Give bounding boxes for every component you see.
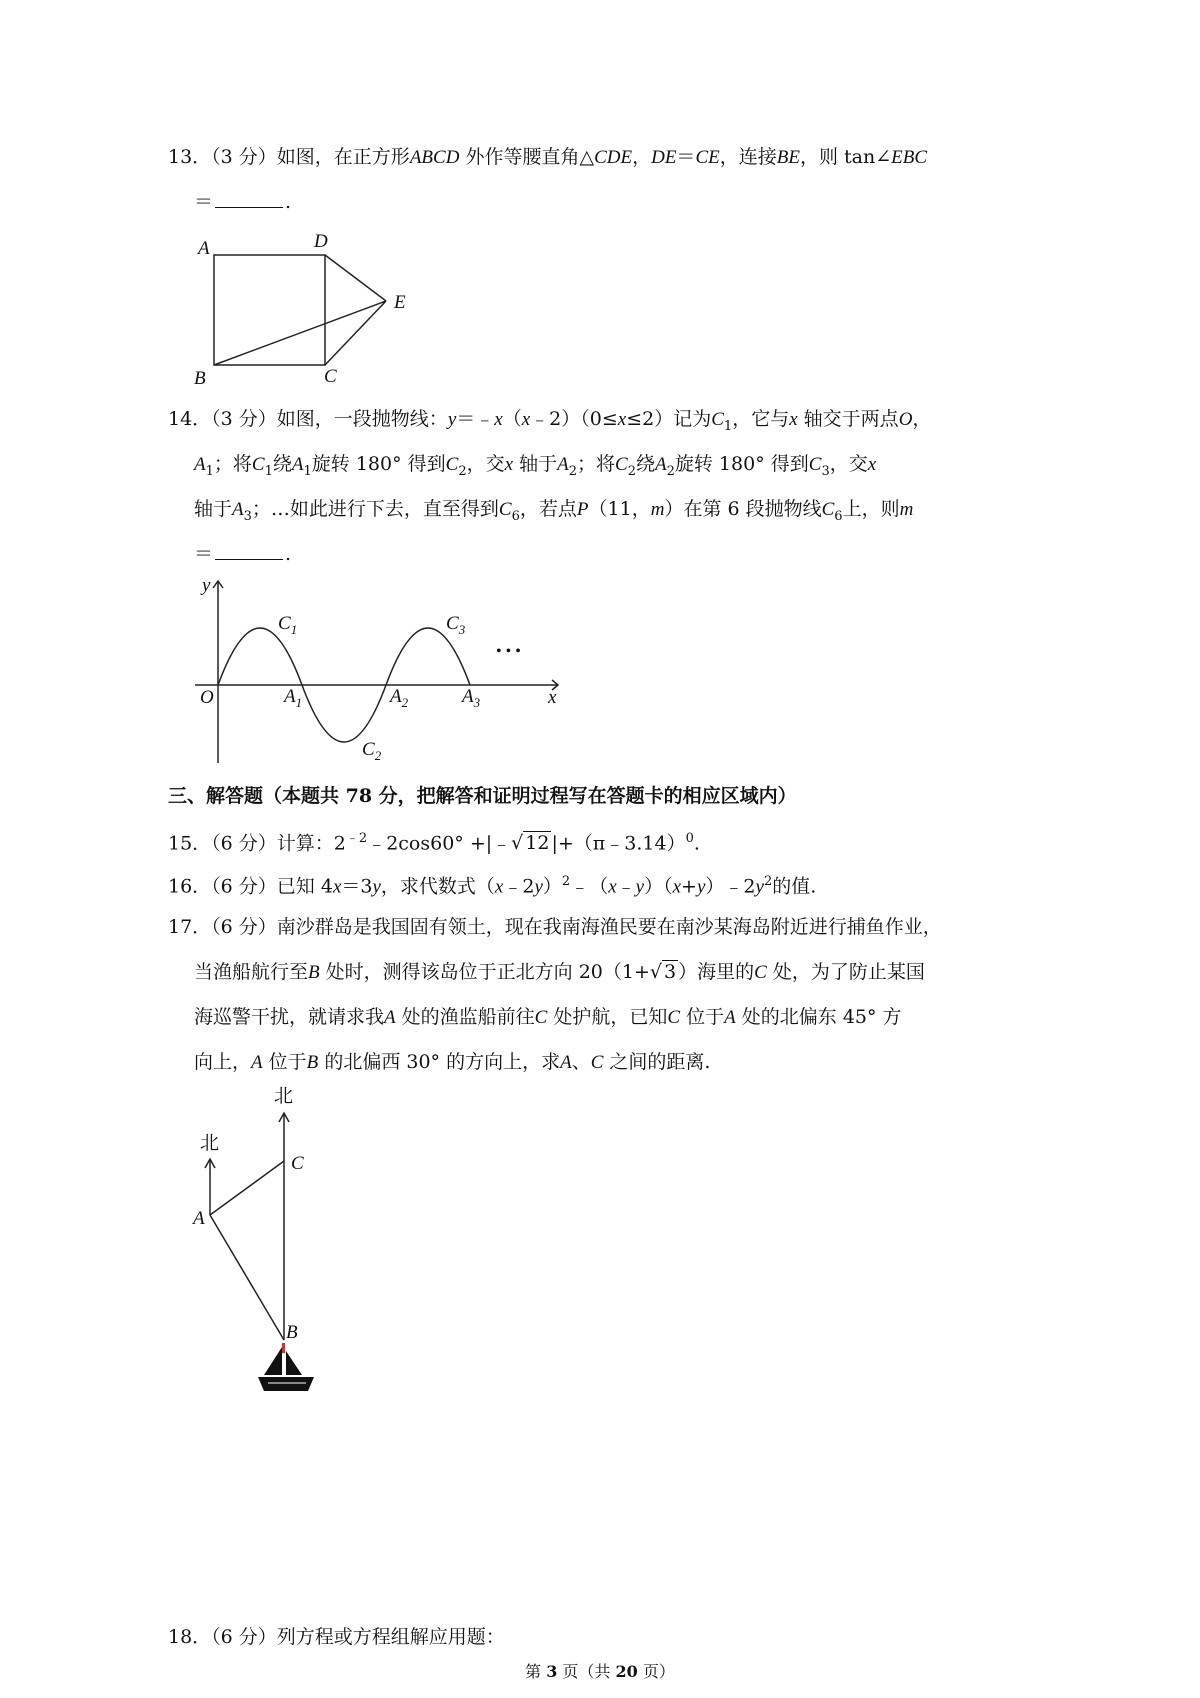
q17-text: 当渔船航行至 [194, 961, 309, 983]
q16-text: ） [542, 875, 562, 898]
q14-text: 绕 [272, 453, 292, 475]
q16-var: y [755, 876, 764, 898]
q16-text: ）（ [644, 875, 673, 898]
q14-text: 轴于 [513, 453, 558, 475]
q18-line: 18．（6 分）列方程或方程组解应用题： [168, 1626, 505, 1648]
q14-sub: 2 [458, 463, 467, 479]
q14-text: 上，则 [842, 498, 900, 520]
q14-text: ，它与 [732, 408, 790, 430]
q13-var: DE [651, 147, 677, 168]
q17-text: 处时，测得该岛位于正北方向 20（1+ [319, 961, 650, 983]
section-3-heading: 三、解答题（本题共 78 分，把解答和证明过程写在答题卡的相应区域内） [168, 785, 797, 807]
q14-sub: 2 [568, 463, 577, 479]
q14-var: m [650, 499, 665, 520]
label-d: D [314, 231, 328, 252]
curve-c1 [218, 628, 302, 685]
q15-text: ﹣2cos60° +|﹣ [367, 832, 512, 855]
q16-text: ﹣（ [570, 875, 609, 898]
q17-line-1: 17．（6 分）南沙群岛是我国固有领土，现在我南海渔民要在南沙某海岛附近进行捕鱼作业， [168, 916, 942, 938]
q13-text: ， [632, 146, 652, 168]
q16-text: ＝3 [341, 875, 373, 898]
segment-be [214, 301, 386, 365]
q14-var: y [447, 409, 457, 430]
q14-var: x [521, 409, 531, 430]
q15-exponent: ﹣2 [345, 831, 368, 846]
q14-text: ，交 [466, 453, 505, 475]
label-a1: $A_1$ [284, 686, 303, 710]
q14-sub: 2 [666, 463, 675, 479]
q13-line-1 [168, 148, 927, 167]
q14-sub: 1 [264, 463, 273, 479]
q14-var: C [821, 499, 835, 520]
q13-var: CE [695, 147, 720, 168]
q14-text: ；将 [213, 453, 252, 475]
q14-text: 轴于 [194, 498, 233, 520]
q13-end: . [285, 191, 292, 213]
label-c1: $C_1$ [278, 613, 298, 637]
label-e: E [394, 292, 406, 313]
q17-var: B [306, 1052, 319, 1073]
label-x: x [548, 687, 557, 708]
q16-var: y [534, 876, 543, 898]
q16-text: ﹣ [616, 875, 636, 898]
q17-var: A [560, 1052, 572, 1073]
q17-var: B [308, 962, 320, 983]
q14-text: ）在第 6 段抛物线 [664, 498, 822, 520]
square-abcd [214, 255, 325, 365]
q13-var: EBC [891, 147, 928, 168]
q14-end: . [285, 543, 292, 565]
label-c2: $C_2$ [362, 739, 382, 763]
page-total: 20 [615, 1662, 638, 1681]
answer-blank [215, 557, 283, 560]
q16-text: ）﹣2 [705, 875, 756, 898]
q14-text: （11， [588, 498, 651, 520]
boat-icon [258, 1343, 314, 1391]
label-a2: $A_2$ [390, 686, 409, 710]
answer-blank [215, 205, 283, 208]
q15-text: |+（π﹣3.14） [551, 832, 686, 855]
curve-c2 [302, 685, 386, 742]
q14-var: x [789, 409, 798, 430]
label-b: B [194, 368, 206, 389]
q14-text: （ [502, 408, 522, 430]
q14-var: A [291, 454, 304, 475]
label-c: C [291, 1153, 304, 1174]
q17-line-4 [194, 1053, 710, 1072]
q13-number: 13．（3 分）如图，在正方形 [168, 146, 410, 168]
q14-text: ，若点 [519, 498, 577, 520]
q17-text: 处的渔监船前往 [395, 1006, 535, 1028]
q16-exponent: 2 [561, 874, 571, 889]
q16-var: x [672, 876, 682, 898]
q14-text: ；将 [577, 453, 616, 475]
q14-text: ＝﹣ [456, 408, 495, 430]
q14-text: ， [912, 408, 932, 430]
q16-text: ﹣2 [503, 875, 535, 898]
q16-var: x [608, 876, 617, 898]
label-b: B [286, 1322, 298, 1343]
q14-var: A [194, 454, 206, 475]
q17-text: ）海里的 [678, 961, 755, 983]
q14-var: C [808, 454, 822, 475]
q17-text: 位于 [680, 1006, 725, 1028]
q13-line-2 [194, 193, 291, 212]
q17-var: A [724, 1007, 736, 1028]
q14-var: m [899, 499, 914, 520]
q15-line [168, 832, 700, 853]
north-label-1: 北 [274, 1085, 294, 1107]
q17-line-2 [194, 963, 925, 982]
q16-var: y [696, 876, 706, 898]
q14-sub: 2 [627, 463, 636, 479]
label-y: y [202, 575, 211, 596]
q14-text: ≤2）记为 [626, 408, 712, 430]
q13-text: ，则 tan∠ [799, 146, 892, 168]
q14-var: P [576, 499, 589, 520]
q17-var: C [590, 1052, 604, 1073]
label-a3: $A_3$ [462, 686, 481, 710]
q17-text: 、 [571, 1051, 591, 1073]
segment-ab [210, 1215, 284, 1340]
q13-var: BE [776, 147, 800, 168]
label-c3: $C_3$ [446, 613, 466, 637]
q14-equals: ＝ [194, 543, 214, 565]
q15-end: . [693, 832, 700, 855]
q14-text: ，交 [829, 453, 868, 475]
page-number: 3 [546, 1662, 558, 1681]
label-o: O [200, 687, 214, 708]
q14-var: A [232, 499, 244, 520]
q16-text: 16．（6 分）已知 4 [168, 875, 333, 898]
q16-text: ，求代数式（ [380, 875, 495, 898]
q16-var: x [494, 876, 504, 898]
q14-sub: 6 [511, 508, 520, 524]
q14-var: A [655, 454, 667, 475]
q17-text: 位于 [262, 1051, 307, 1073]
q17-text: 向上， [194, 1051, 252, 1073]
q17-text: 之间的距离. [603, 1051, 711, 1073]
q14-var: x [504, 454, 514, 475]
q14-var: C [445, 454, 459, 475]
q13-text: ，连接 [719, 146, 777, 168]
segment-ce [325, 301, 386, 365]
footer-text: 页（共 [557, 1662, 616, 1681]
q16-var: y [372, 876, 381, 898]
q15-exponent: 0 [685, 831, 694, 846]
q17-text: 处护航，已知 [547, 1006, 668, 1028]
q13-text: ＝ [676, 146, 696, 168]
q17-text: 处的北偏东 45° 方 [735, 1006, 902, 1028]
q17-text: 处，为了防止某国 [766, 961, 925, 983]
q17-text: 海巡警干扰，就请求我 [194, 1006, 385, 1028]
q17-text: 的北偏西 30° 的方向上，求 [318, 1051, 561, 1073]
q14-text: 轴交于两点 [797, 408, 899, 430]
curve-c3 [386, 628, 470, 685]
segment-ac [210, 1161, 284, 1215]
q17-var: A [384, 1007, 396, 1028]
q14-text: 旋转 180° 得到 [674, 453, 809, 475]
q17-var: C [534, 1007, 548, 1028]
q14-line-3 [194, 500, 913, 523]
q14-var: C [498, 499, 512, 520]
q15-text: 15．（6 分）计算：2 [168, 832, 346, 855]
q14-sub: 3 [821, 463, 830, 479]
q13-var: ABCD [409, 147, 460, 168]
q14-var: x [494, 409, 503, 430]
segment-de [325, 255, 386, 301]
q14-text: 绕 [635, 453, 655, 475]
q13-equals: ＝ [194, 191, 214, 213]
q14-figure [190, 575, 570, 775]
q13-text: 外作等腰直角△ [459, 146, 595, 168]
q14-line-1 [168, 410, 931, 433]
q16-text: + [681, 875, 697, 898]
q17-line-3 [194, 1008, 902, 1027]
q16-var: y [635, 876, 645, 898]
q14-text: 旋转 180° 得到 [311, 453, 446, 475]
q16-text: 的值. [772, 875, 817, 898]
q14-sub: 3 [243, 508, 252, 524]
q17-var: C [754, 962, 767, 983]
q14-text: ；…如此进行下去，直至得到 [251, 498, 499, 520]
q14-var: O [898, 409, 913, 430]
q16-exponent: 2 [763, 874, 773, 889]
radicand: 12 [525, 832, 550, 855]
radicand: 3 [664, 961, 677, 983]
q17-var: C [667, 1007, 681, 1028]
sqrt-3: √ 3 [649, 961, 677, 983]
footer-text: 页） [637, 1662, 675, 1681]
q14-line-4 [194, 545, 291, 564]
label-a: A [198, 238, 210, 259]
q14-var: x [617, 409, 627, 430]
q14-sub: 1 [303, 463, 312, 479]
north-label-2: 北 [200, 1132, 220, 1154]
q14-line-2 [194, 455, 876, 478]
footer-text: 第 [525, 1662, 547, 1681]
q14-var: C [251, 454, 265, 475]
q17-figure [190, 1085, 370, 1405]
q14-sub: 6 [834, 508, 843, 524]
q14-var: C [711, 409, 724, 430]
q13-var: CDE [594, 147, 633, 168]
q14-var: A [557, 454, 569, 475]
q14-sub: 1 [205, 463, 214, 479]
ellipsis: • • • [496, 643, 521, 660]
q17-var: A [251, 1052, 263, 1073]
q14-text: 14．（3 分）如图，一段抛物线： [168, 408, 448, 430]
q14-text: ﹣2）（0≤ [530, 408, 618, 430]
label-a: A [193, 1208, 205, 1229]
q13-figure [190, 228, 430, 388]
label-c: C [324, 366, 337, 387]
q14-sub: 1 [723, 418, 733, 434]
q14-var: C [615, 454, 628, 475]
q16-var: x [332, 876, 342, 898]
q16-line [168, 875, 816, 896]
sqrt-12: √ 12 [511, 832, 550, 855]
page-footer [0, 1664, 1200, 1680]
q14-var: x [867, 454, 877, 475]
